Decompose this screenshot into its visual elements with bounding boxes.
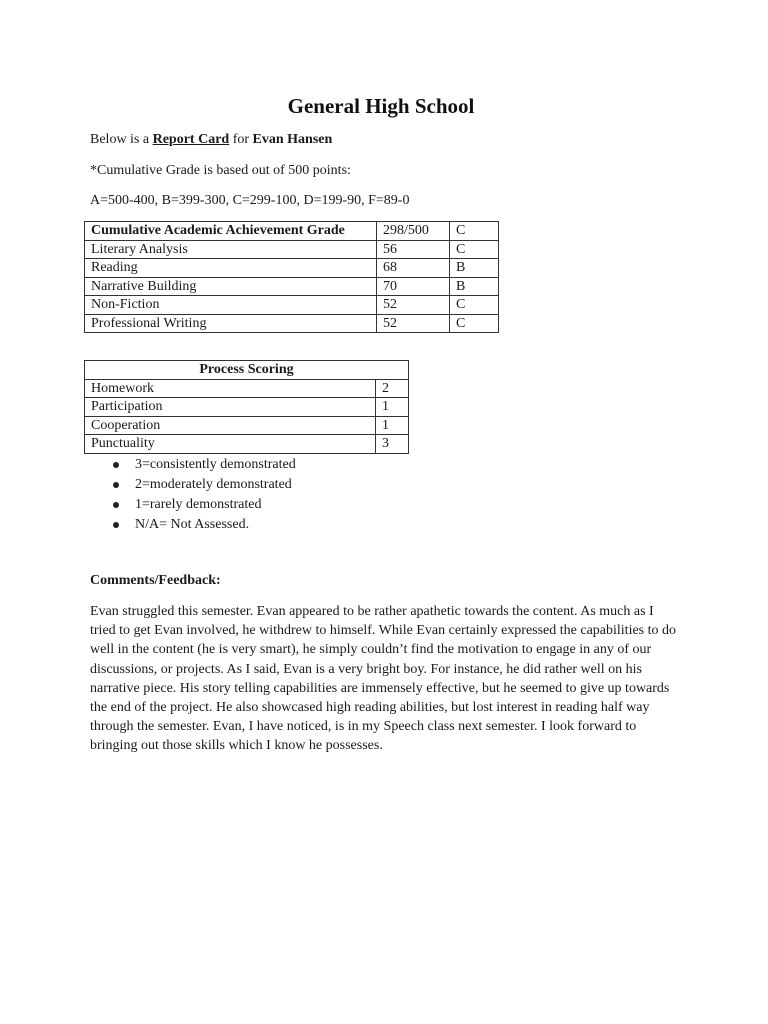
bullet-icon (113, 522, 119, 528)
scoring-legend (90, 455, 296, 535)
table-row (85, 296, 499, 315)
page-title: General High School (287, 94, 475, 118)
grade-label: Reading (85, 259, 377, 278)
process-label: Participation (85, 398, 376, 417)
table-row (85, 240, 499, 259)
process-score: 1 (376, 416, 409, 435)
grades-table (84, 221, 499, 333)
grade-letter: B (450, 277, 499, 296)
table-row (85, 435, 409, 454)
grade-label: Non-Fiction (85, 296, 377, 315)
table-row (85, 379, 409, 398)
table-row (85, 416, 409, 435)
grade-scale: A=500-400, B=399-300, C=299-100, D=199-90, F=89-0 (90, 193, 410, 208)
legend-text: N/A= Not Assessed. (135, 517, 250, 532)
grade-score: 52 (377, 296, 450, 315)
report-card-label: Report Card (152, 132, 230, 147)
grade-letter: C (450, 296, 499, 315)
legend-text: 1=rarely demonstrated (135, 497, 262, 512)
comments-heading: Comments/Feedback: (90, 573, 221, 588)
table-row (85, 277, 499, 296)
bullet-icon (113, 502, 119, 508)
grade-letter: B (450, 259, 499, 278)
student-name: Evan Hansen (252, 132, 333, 147)
bullet-icon (113, 462, 119, 468)
bullet-icon (113, 482, 119, 488)
grade-letter: C (450, 240, 499, 259)
grade-score: 70 (377, 277, 450, 296)
list-item (90, 475, 296, 495)
grade-label: Literary Analysis (85, 240, 377, 259)
table-header-row (85, 361, 409, 380)
list-item (90, 495, 296, 515)
legend-text: 3=consistently demonstrated (135, 457, 296, 472)
legend-text: 2=moderately demonstrated (135, 477, 292, 492)
table-row (85, 398, 409, 417)
intro-prefix: Below is a (90, 132, 153, 147)
intro-for: for (229, 132, 253, 147)
table-row (85, 314, 499, 333)
grade-score: 68 (377, 259, 450, 278)
process-scoring-header: Process Scoring (85, 361, 409, 380)
grade-score: 298/500 (377, 222, 450, 241)
list-item (90, 515, 296, 535)
cumulative-note: *Cumulative Grade is based out of 500 points: (90, 163, 351, 178)
process-label: Homework (85, 379, 376, 398)
table-row (85, 259, 499, 278)
process-scoring-table (84, 360, 409, 454)
intro-line (90, 132, 332, 148)
list-item (90, 455, 296, 475)
process-label: Cooperation (85, 416, 376, 435)
grade-score: 56 (377, 240, 450, 259)
comments-body: Evan struggled this semester. Evan appeared to be rather apathetic towards the content. As much as I tried to get Evan involved, he withdrew to himself. While Evan certainly expressed the capabilities to do well in the content (he is very smart), he simply couldn’t find the motivation to engage in any of our discussions, or projects. As I said, Evan is a very bright boy. For instance, he did rather well on his narrative piece. His story telling capabilities are immensely effective, but he seemed to give up towards the end of the project. He also showcased high reading abilities, but lost interest in reading half way through the semester. Evan, I have noticed, is in my Speech class next semester. I look forward to bringing out those skills which I know he possesses. (90, 604, 677, 754)
grade-letter: C (450, 314, 499, 333)
grade-score: 52 (377, 314, 450, 333)
process-score: 2 (376, 379, 409, 398)
process-score: 3 (376, 435, 409, 454)
grade-letter: C (450, 222, 499, 241)
grade-label: Professional Writing (85, 314, 377, 333)
process-label: Punctuality (85, 435, 376, 454)
process-score: 1 (376, 398, 409, 417)
table-row (85, 222, 499, 241)
grade-label: Narrative Building (85, 277, 377, 296)
grade-label: Cumulative Academic Achievement Grade (85, 222, 377, 241)
